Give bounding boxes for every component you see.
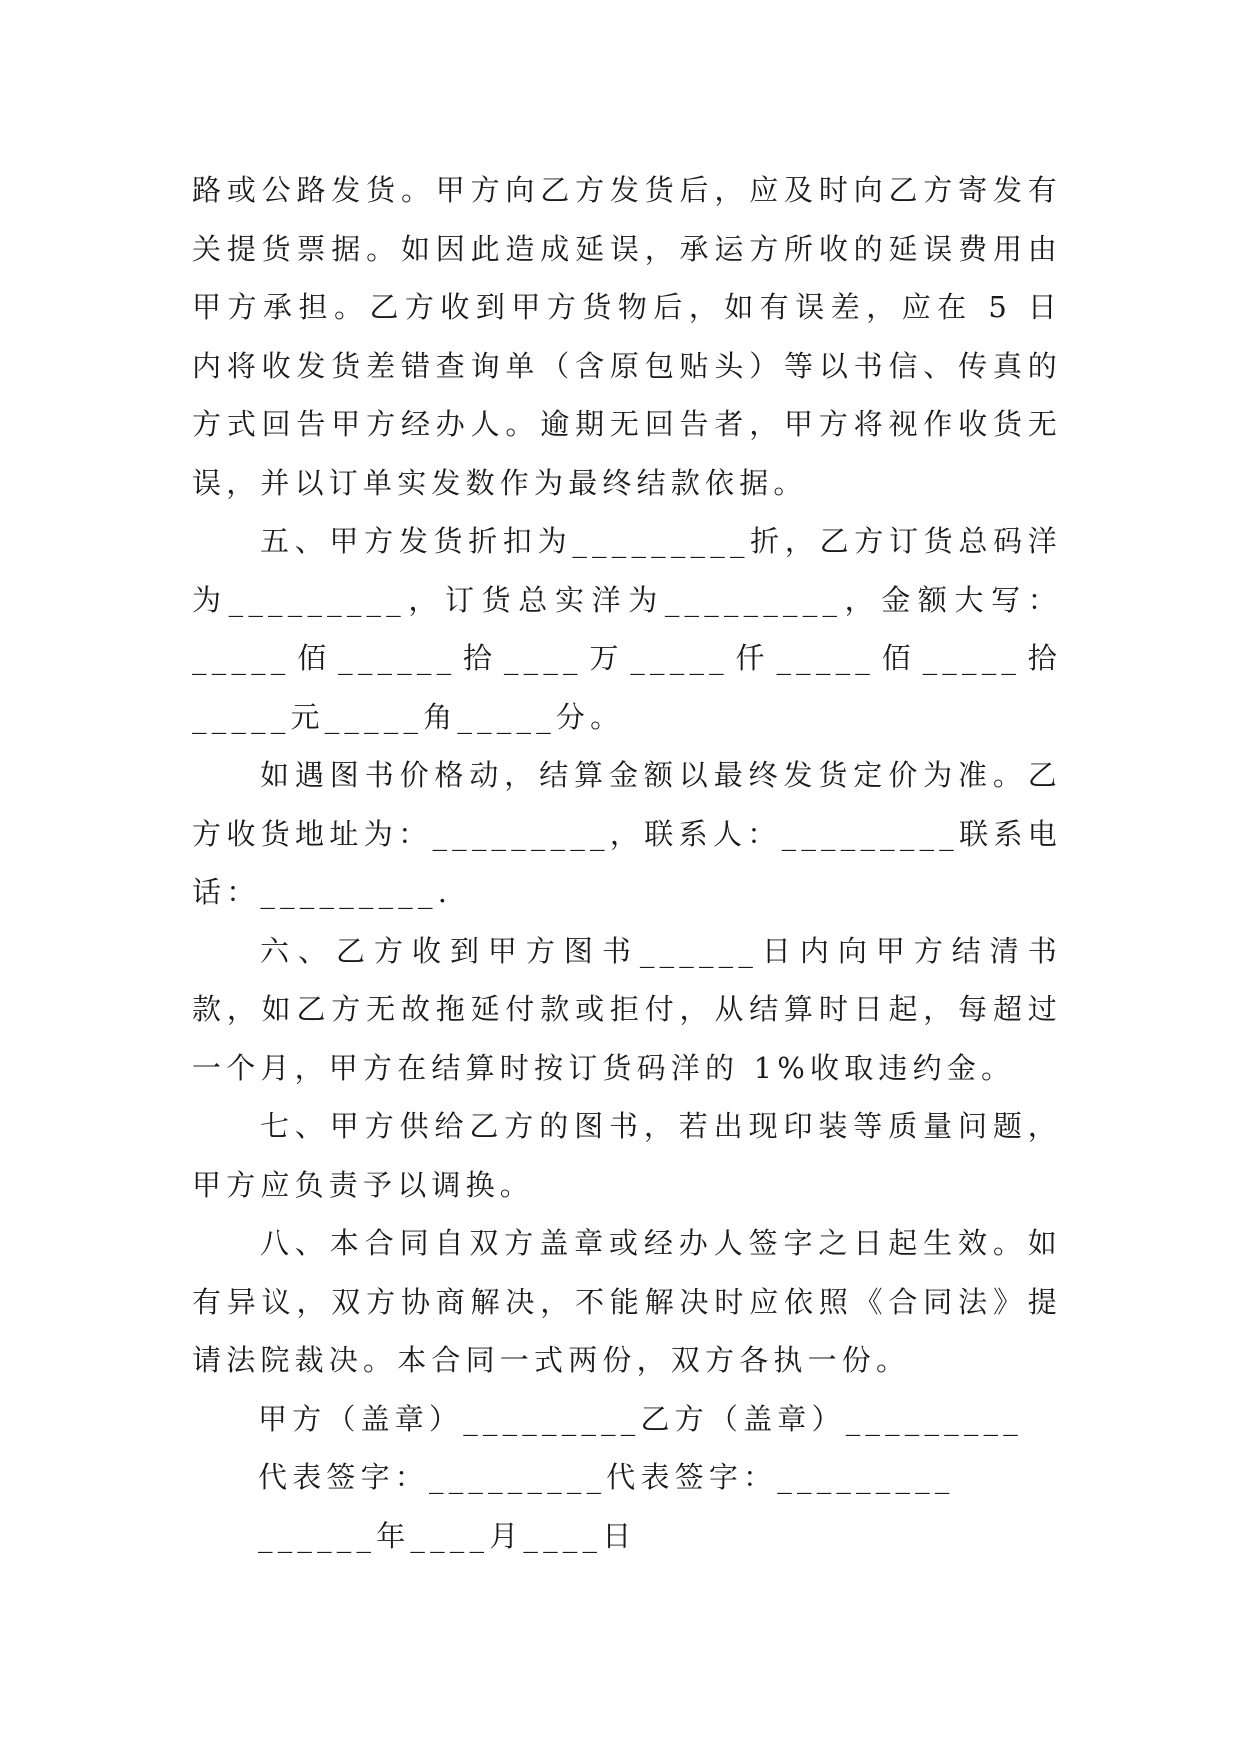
paragraph-price-change-address: 如遇图书价格动，结算金额以最终发货定价为准。乙方收货地址为：_________，联系人：_________联系电话：_________. bbox=[192, 758, 1062, 909]
paragraph-clause-8-effect: 八、本合同自双方盖章或经办人签字之日起生效。如有异议，双方协商解决，不能解决时应依照《合同法》提请法院裁决。本合同一式两份，双方各执一份。 bbox=[192, 1226, 1062, 1377]
signature-seal-line: 甲方（盖章）_________乙方（盖章）_________ bbox=[258, 1401, 1024, 1436]
signature-sign-line: 代表签字：_________代表签字：_________ bbox=[258, 1460, 955, 1494]
paragraph-clause-5-discount: 五、甲方发货折扣为_________折，乙方订货总码洋为_________，订货总实洋为_________，金额大写：_____佰______拾____万_____仟_____佰_____拾_____元_____角_____分。 bbox=[192, 524, 1062, 734]
paragraph-clause-7-quality: 七、甲方供给乙方的图书，若出现印装等质量问题，甲方应负责予以调换。 bbox=[192, 1109, 1062, 1202]
paragraph-delivery-terms: 路或公路发货。甲方向乙方发货后，应及时向乙方寄发有关提货票据。如因此造成延误，承运方所收的延误费用由甲方承担。乙方收到甲方货物后，如有误差，应在 5 日内将收发货差错查询单（含原包贴头）等以书信、传真的方式回告甲方经办人。逾期无回告者，甲方将视作收货无误，并以订单实发数作为最终结款依据。 bbox=[192, 173, 1062, 500]
signature-date-line: ______年____月____日 bbox=[258, 1518, 637, 1553]
contract-body bbox=[192, 161, 1062, 1565]
paragraph-clause-6-payment: 六、乙方收到甲方图书______日内向甲方结清书款，如乙方无故拖延付款或拒付，从结算时日起，每超过一个月，甲方在结算时按订货码洋的 1%收取违约金。 bbox=[192, 933, 1062, 1085]
